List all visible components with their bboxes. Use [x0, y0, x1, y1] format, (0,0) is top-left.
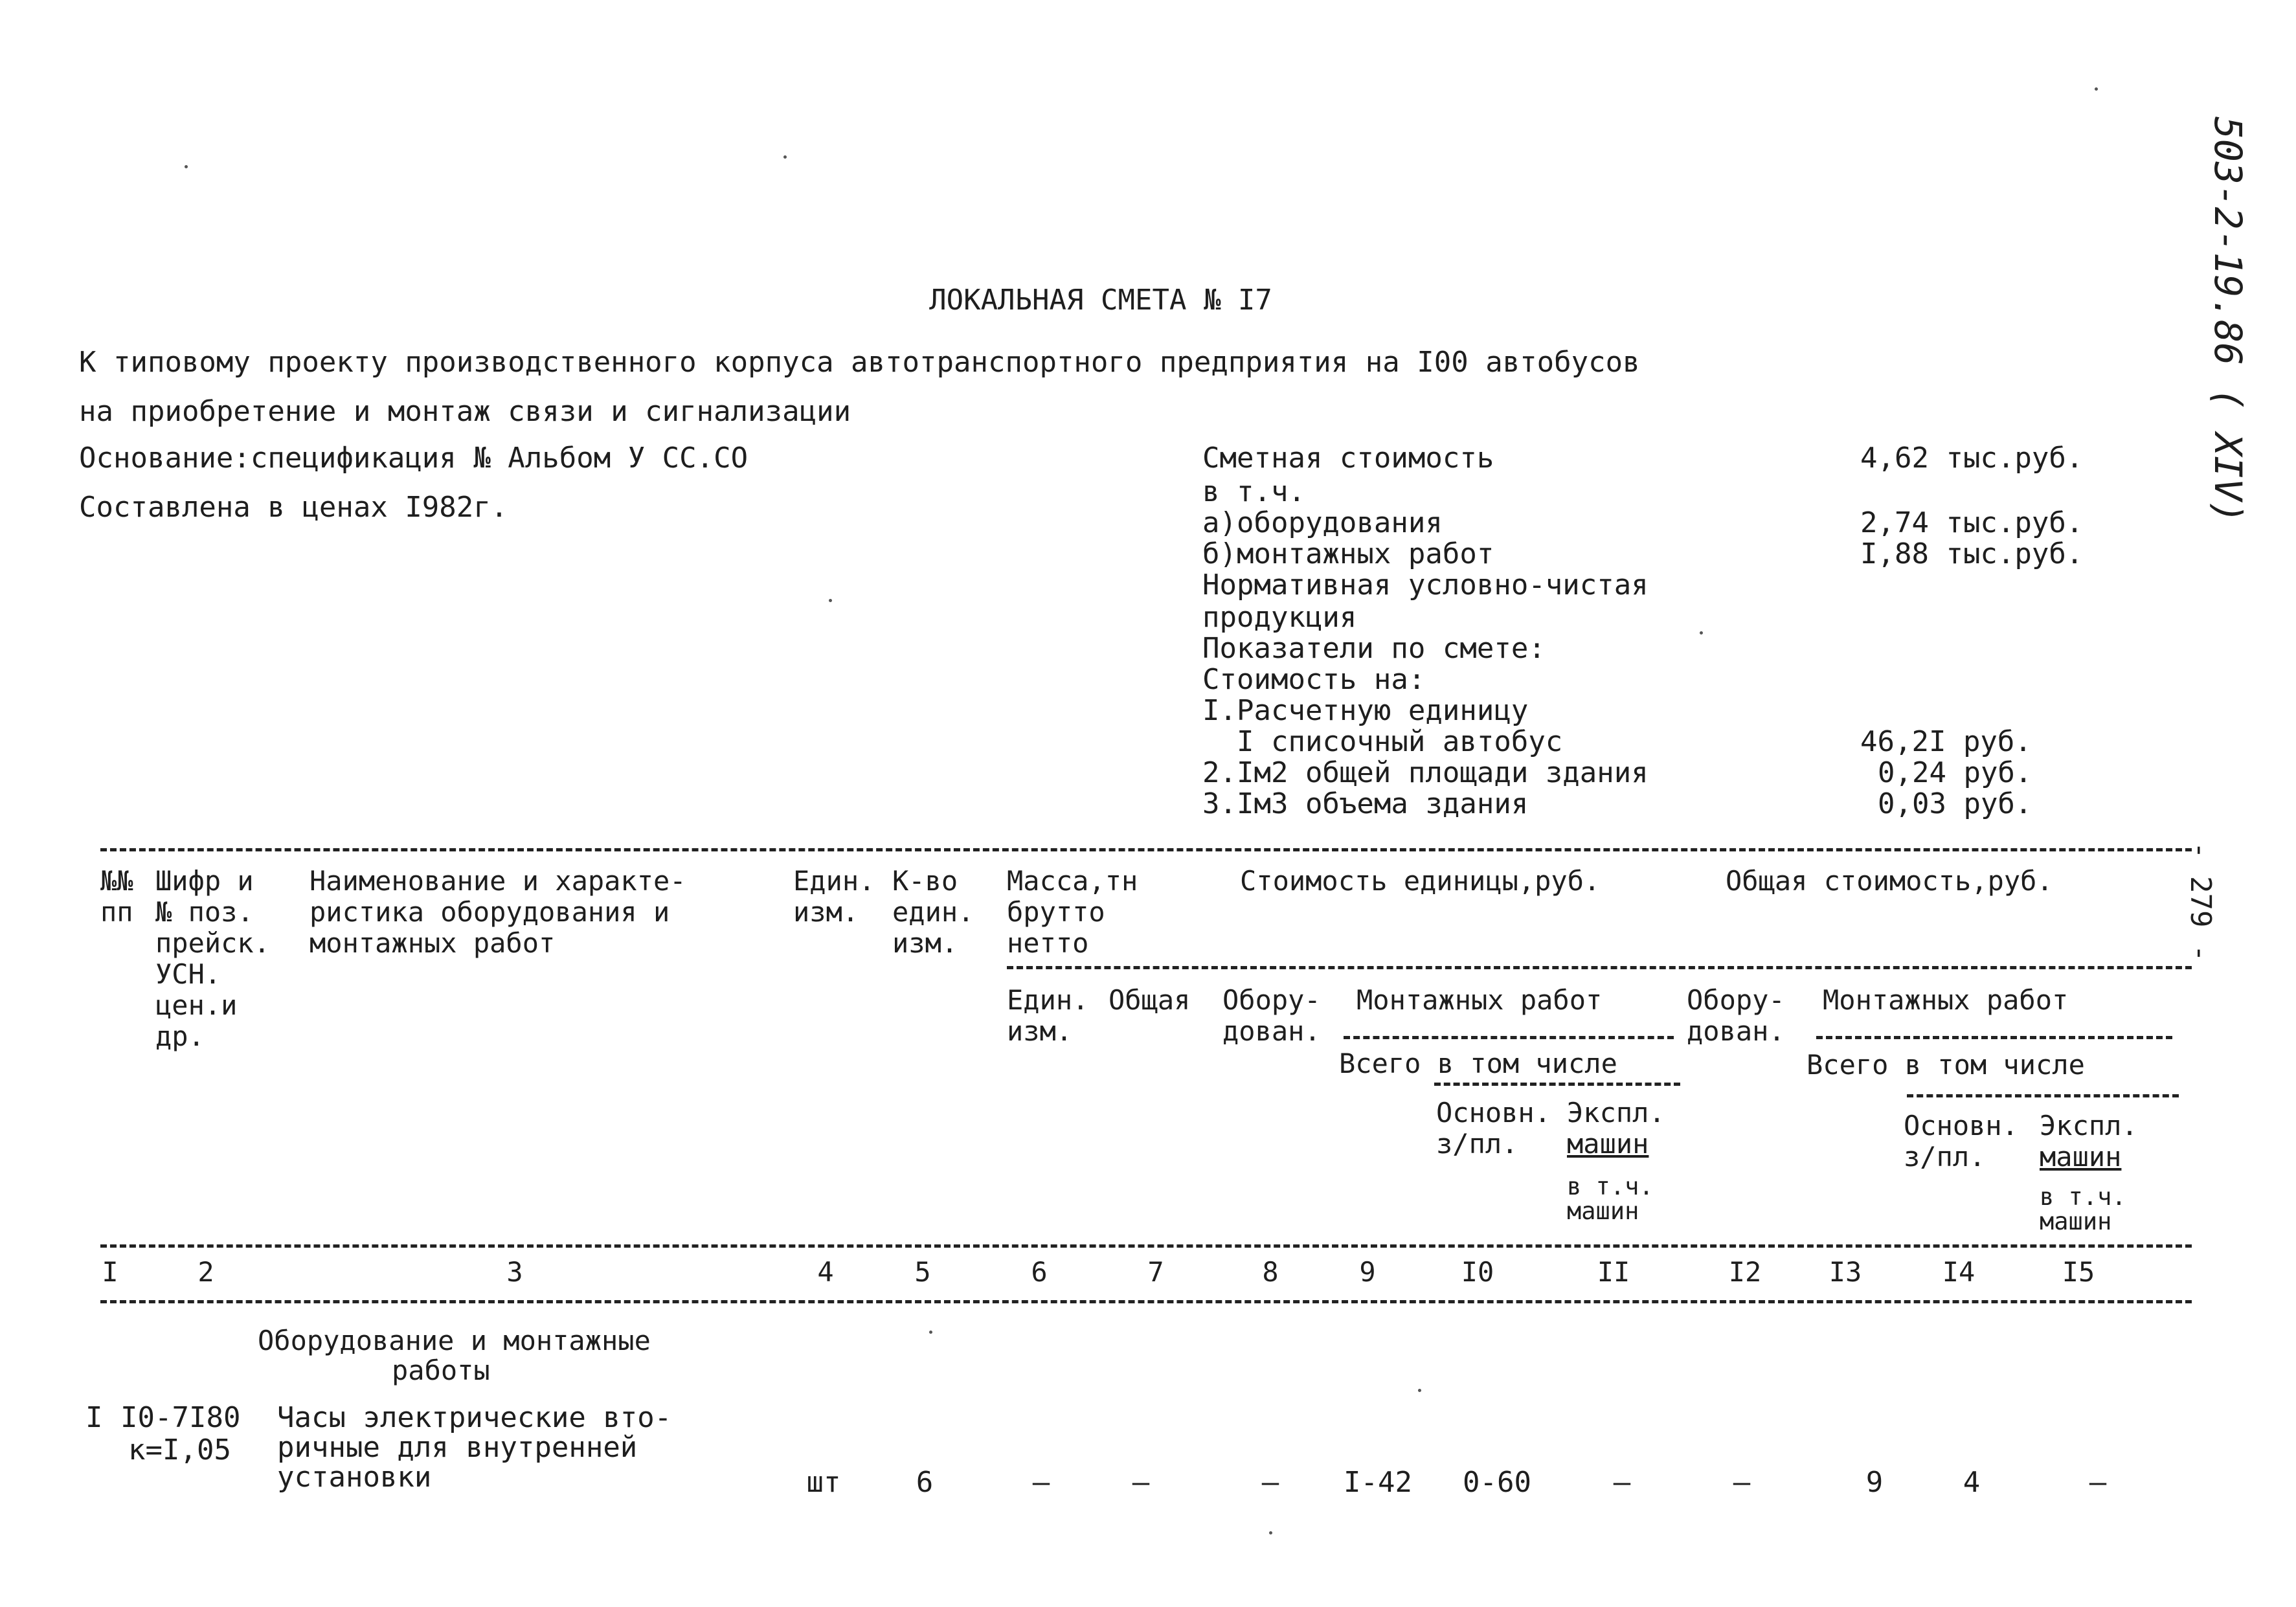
col-number: I3 — [1829, 1256, 1862, 1288]
col-number: 3 — [506, 1256, 523, 1288]
cost-line: I списочный автобус — [1202, 725, 1563, 758]
col-number: 8 — [1262, 1256, 1279, 1288]
section-title-line: Оборудование и монтажные — [258, 1325, 651, 1356]
hdr-col4-line: Един. — [793, 865, 875, 897]
hdr-mass-line: Масса,тн — [1007, 865, 1138, 897]
hdr-col5-line: изм. — [892, 927, 958, 959]
header-sub-rule — [1344, 1036, 1674, 1039]
hdr-mass-total: Общая — [1109, 984, 1191, 1016]
hdr-incl-machines-total: машин — [2040, 1208, 2112, 1235]
hdr-wages-total: з/пл. — [1904, 1141, 1986, 1173]
hdr-incl-machines-unit: в т.ч. — [1567, 1173, 1654, 1200]
col-number: 9 — [1359, 1256, 1376, 1288]
hdr-equip-unit: дован. — [1222, 1015, 1321, 1047]
hdr-col3-line: Наименование и характе- — [310, 865, 686, 897]
col-number: I5 — [2062, 1256, 2095, 1288]
row-num: I — [85, 1401, 103, 1434]
header-bottom-rule — [100, 1244, 2192, 1248]
intro-line-1: К типовому проекту производственного корпуса автотранспортного предприятия на I00 автобусов — [79, 346, 1640, 379]
scan-speck — [829, 599, 832, 602]
row-name: Часы электрические вто- — [277, 1401, 672, 1434]
row-mass-unit: – — [1032, 1466, 1050, 1499]
hdr-col3-line: монтажных работ — [310, 927, 556, 959]
hdr-col2-line: УСН. — [155, 958, 221, 990]
hdr-col1-line: пп — [100, 896, 133, 928]
hdr-mass-unit: изм. — [1007, 1015, 1073, 1047]
value-per-m3: 0,03 руб. — [1878, 787, 2032, 820]
row-unit: шт — [806, 1466, 841, 1499]
col-number: I — [102, 1256, 118, 1288]
hdr-machines-total: Экспл. — [2040, 1110, 2138, 1141]
hdr-machines-unit: Экспл. — [1567, 1097, 1665, 1129]
col-number: I0 — [1461, 1256, 1494, 1288]
cost-line: 2.Iм2 общей площади здания — [1202, 756, 1649, 789]
prices-line: Составлена в ценах I982г. — [79, 491, 508, 524]
row-code: к=I,05 — [128, 1433, 231, 1467]
row-machines-total: – — [2089, 1466, 2107, 1499]
hdr-wages-unit: Основн. — [1436, 1097, 1551, 1129]
header-sub-rule — [1816, 1036, 2172, 1039]
hdr-col2-line: др. — [155, 1020, 205, 1052]
page-number: - 279 - — [2184, 842, 2217, 962]
value-equipment: 2,74 тыс.руб. — [1860, 506, 2084, 539]
hdr-equip-total: дован. — [1687, 1015, 1785, 1047]
value-per-bus: 46,2I руб. — [1860, 725, 2032, 758]
cost-line: б)монтажных работ — [1202, 537, 1494, 570]
intro-line-2: на приобретение и монтаж связи и сигнализации — [79, 395, 851, 428]
cost-line: в т.ч. — [1202, 475, 1305, 508]
hdr-total-incl-unit: Всего в том числе — [1339, 1048, 1617, 1079]
hdr-mass-line: брутто — [1007, 896, 1105, 928]
hdr-col4-line: изм. — [793, 896, 859, 928]
section-title-line: работы — [392, 1354, 490, 1386]
document-title: ЛОКАЛЬНАЯ СМЕТА № I7 — [929, 284, 1272, 317]
hdr-col2-line: № поз. — [155, 896, 254, 928]
hdr-install-unit: Монтажных работ — [1356, 984, 1603, 1016]
cost-line: Стоимость на: — [1202, 663, 1426, 696]
hdr-col5-line: К-во — [892, 865, 958, 897]
hdr-col2-line: цен.и — [155, 989, 238, 1021]
basis-line: Основание:спецификация № Альбом У СС.СО — [79, 442, 748, 475]
hdr-col1-line: №№ — [100, 865, 133, 897]
col-number: 6 — [1031, 1256, 1048, 1288]
row-install-total: 9 — [1865, 1466, 1884, 1499]
hdr-wages-total: Основн. — [1904, 1110, 2019, 1141]
row-code: I0-7I80 — [120, 1401, 241, 1434]
scan-speck — [185, 165, 188, 168]
row-install-unit: I-42 — [1344, 1466, 1412, 1499]
scan-speck — [1700, 631, 1703, 635]
row-qty: 6 — [916, 1466, 934, 1499]
col-number: I4 — [1942, 1256, 1975, 1288]
col-number: 5 — [914, 1256, 931, 1288]
cost-line: Показатели по смете: — [1202, 632, 1546, 665]
scan-speck — [929, 1331, 932, 1334]
cost-line: I.Расчетную единицу — [1202, 694, 1529, 727]
hdr-col5-line: един. — [892, 896, 974, 928]
col-number: 2 — [197, 1256, 214, 1288]
row-name: ричные для внутренней — [277, 1431, 638, 1464]
side-stamp: 503-2-19.86 ( XIV) — [2206, 117, 2250, 524]
value-per-m2: 0,24 руб. — [1878, 756, 2032, 789]
hdr-total-cost: Общая стоимость,руб. — [1726, 865, 2053, 897]
cost-line: а)оборудования — [1202, 506, 1443, 539]
hdr-col2-line: Шифр и — [155, 865, 254, 897]
column-numbers-rule — [100, 1300, 2192, 1303]
header-top-rule — [100, 848, 2192, 851]
row-mass-total: – — [1132, 1466, 1150, 1499]
cost-line: Сметная стоимость — [1202, 442, 1494, 475]
hdr-equip-unit: Обору- — [1222, 984, 1321, 1016]
row-wages-unit: 0-60 — [1463, 1466, 1531, 1499]
scan-speck — [1269, 1531, 1272, 1534]
hdr-mass-unit: Един. — [1007, 984, 1089, 1016]
hdr-incl-machines-unit: машин — [1567, 1197, 1639, 1225]
row-machines-unit: – — [1613, 1466, 1631, 1499]
value-installation: I,88 тыс.руб. — [1860, 537, 2084, 570]
header-sub-rule — [1907, 1094, 2179, 1097]
row-equip-total: – — [1733, 1466, 1751, 1499]
scan-speck — [783, 155, 787, 159]
hdr-col2-line: прейск. — [155, 927, 271, 959]
scan-speck — [2095, 87, 2098, 91]
row-wages-total: 4 — [1963, 1466, 1981, 1499]
row-equip-unit: – — [1261, 1466, 1279, 1499]
hdr-unit-cost: Стоимость единицы,руб. — [1240, 865, 1601, 897]
hdr-equip-total: Обору- — [1687, 984, 1785, 1016]
value-total: 4,62 тыс.руб. — [1860, 442, 2084, 475]
hdr-wages-unit: з/пл. — [1436, 1128, 1518, 1160]
col-number: I2 — [1728, 1256, 1762, 1288]
hdr-machines-unit: машин — [1567, 1128, 1649, 1160]
col-number: 7 — [1147, 1256, 1164, 1288]
hdr-total-incl-total: Всего в том числе — [1806, 1049, 2085, 1081]
row-name: установки — [277, 1461, 432, 1494]
col-number: II — [1597, 1256, 1630, 1288]
scan-speck — [1418, 1389, 1421, 1392]
cost-line: Нормативная условно-чистая — [1202, 568, 1649, 601]
hdr-install-total: Монтажных работ — [1823, 984, 2069, 1016]
hdr-mass-line: нетто — [1007, 927, 1089, 959]
hdr-machines-total: машин — [2040, 1141, 2122, 1173]
hdr-incl-machines-total: в т.ч. — [2040, 1183, 2126, 1211]
cost-line: 3.Iм3 объема здания — [1202, 787, 1529, 820]
col-number: 4 — [817, 1256, 834, 1288]
hdr-col3-line: ристика оборудования и — [310, 896, 670, 928]
header-sub-rule — [1434, 1083, 1680, 1086]
header-mid-rule — [1007, 966, 2192, 969]
cost-line: продукция — [1202, 601, 1357, 634]
